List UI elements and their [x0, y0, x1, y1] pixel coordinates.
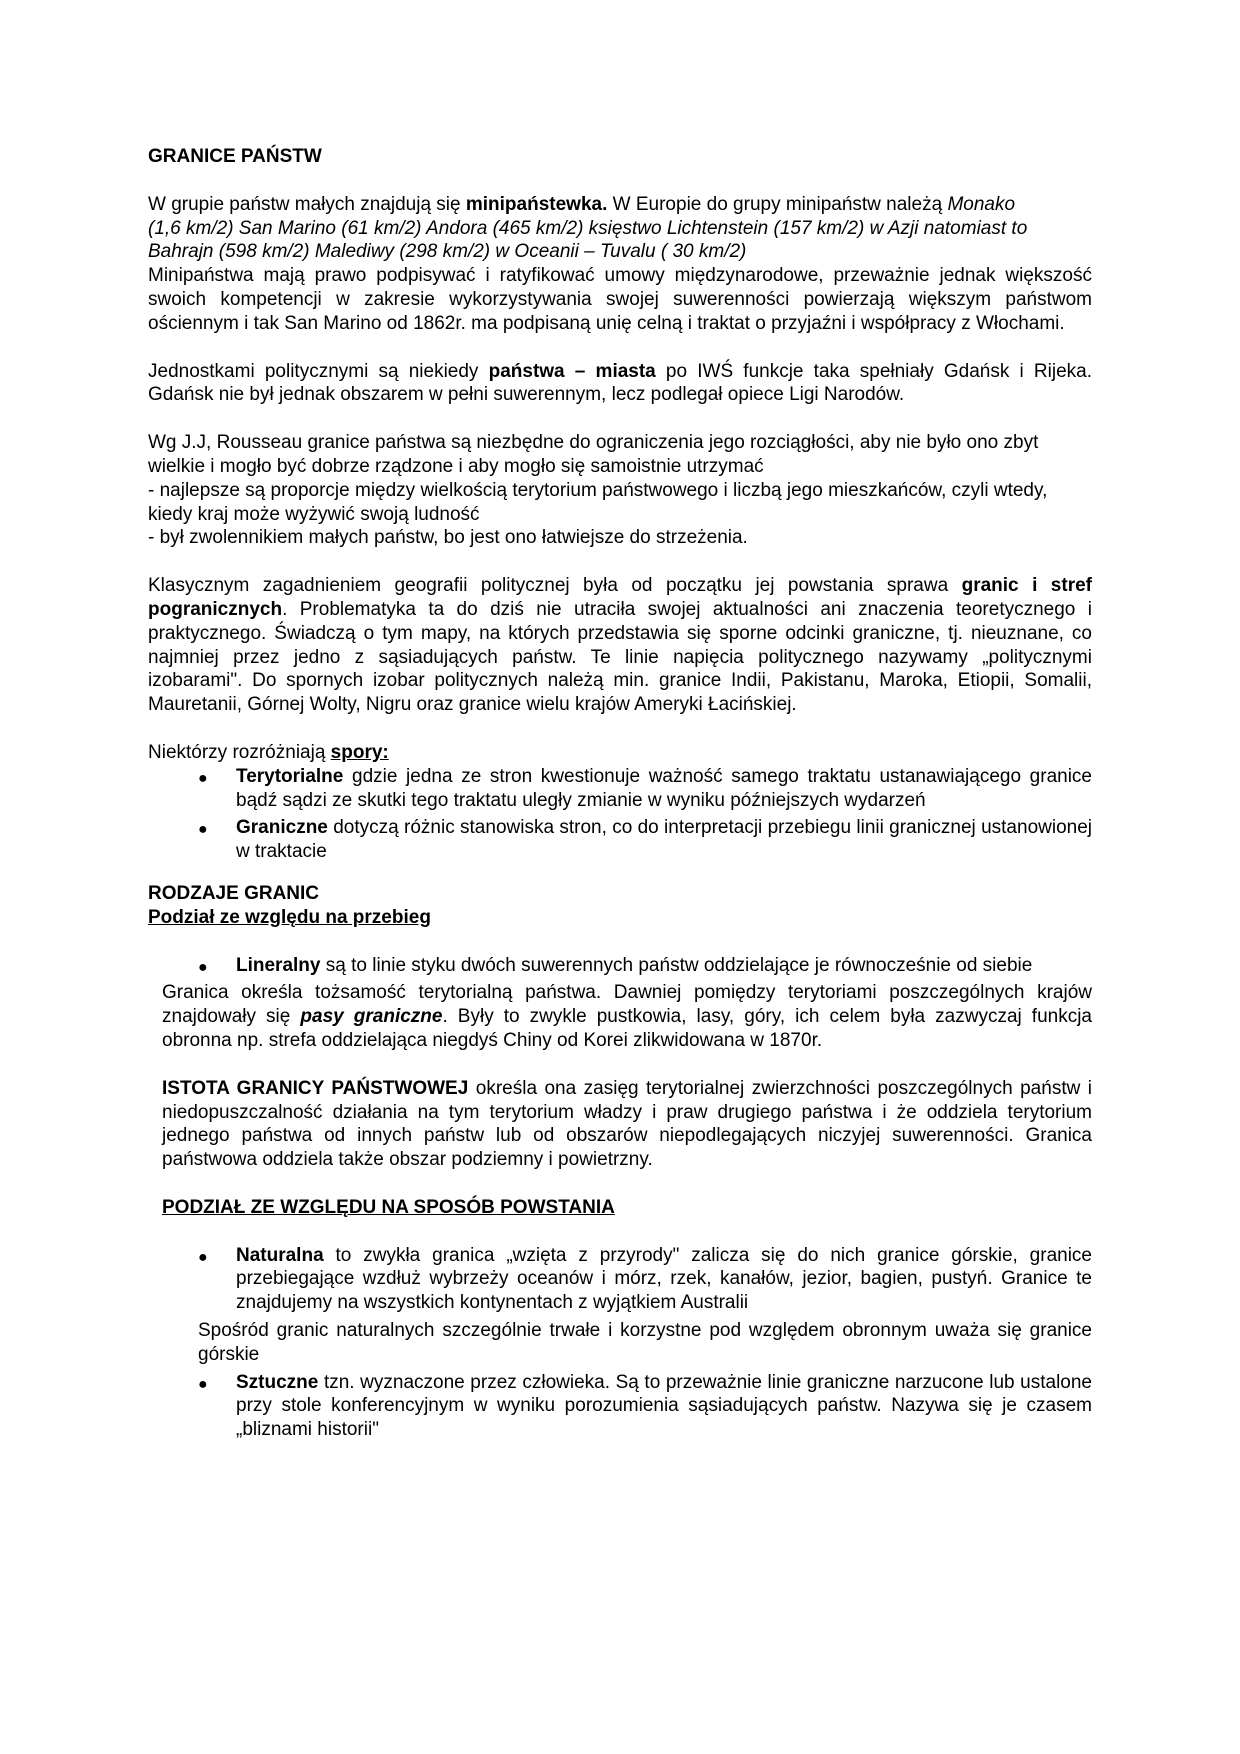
paragraph-rousseau-point-2: - był zwolennikiem małych państw, bo jest ono łatwiejsze do strzeżenia.: [148, 527, 748, 549]
paragraph-rousseau: Wg J.J, Rousseau granice państwa są niezbędne do ograniczenia jego rozciągłości, aby nie było ono zbyt wielkie i mogło być dobrze rządzone i aby mogło się samoistnie utrzymać: [148, 432, 1039, 477]
natural-list: [148, 1244, 1092, 1315]
paragraph-minipanstwa: [148, 193, 1092, 217]
text: tzn. wyznaczone przez człowieka. Są to przeważnie linie graniczne narzucone lub ustalone przy stole konferencyjnym w wyniku porozumienia sąsiadujących państw. Nazywa się je czasem „bliznami historii": [236, 1371, 1092, 1441]
bold-term: Graniczne: [236, 817, 328, 839]
section-heading-powstanie: PODZIAŁ ZE WZGLĘDU NA SPOSÓB POWSTANIA: [162, 1196, 615, 1218]
text: . Były to zwykle pustkowia, lasy, góry, ich celem była zazwyczaj funkcja obronna np. strefa oddzielająca niegdyś Chiny od Korei zlikwidowana w 1870r.: [162, 1006, 1093, 1051]
list-item: [198, 1371, 1092, 1442]
text: W grupie państw małych znajdują się: [148, 193, 466, 215]
bold-term: ISTOTA GRANICY PAŃSTWOWEJ: [162, 1077, 469, 1099]
text: Granica określa tożsamość terytorialną państwa. Dawniej pomiędzy terytoriami poszczególnych krajów znajdowały się: [162, 982, 1092, 1028]
bullet-icon: ●: [198, 958, 208, 976]
list-item: [198, 816, 1092, 864]
lineral-list: [148, 954, 1092, 978]
list-item: [198, 765, 1092, 813]
text: po IWŚ funkcje taka spełniały Gdańsk i Rijeka. Gdańsk nie był jednak obszarem w pełni suwerennym, lecz podlegał opiece Ligi Narodów.: [148, 360, 1092, 406]
text: Jednostkami politycznymi są niekiedy: [148, 360, 489, 382]
paragraph-granice-strefy: [148, 574, 1092, 717]
paragraph-minipanstwa-rights: Minipaństwa mają prawo podpisywać i ratyfikować umowy międzynarodowe, przeważnie jednak większość swoich kompetencji w zakresie wykorzystywania swojej suwerenności powierzają większym państwom ościennym i tak San Marino od 1862r. ma podpisaną unię celną i traktat o przyjaźni i współpracy z Włochami.: [148, 265, 1092, 334]
bullet-icon: ●: [198, 769, 208, 787]
text: Klasycznym zagadnieniem geografii politycznej była od początku jej powstania sprawa: [148, 575, 962, 597]
bold-term: Terytorialne: [236, 765, 344, 787]
artificial-list: [148, 1371, 1092, 1442]
document-title: GRANICE PAŃSTW: [148, 146, 322, 167]
text: . Problematyka ta do dziś nie utraciła swojej aktualności ani znaczenia teoretycznego i praktycznego. Świadczą o tym mapy, na których przedstawia się sporne odcinki graniczne, tj. nieuznane, co najmniej przez jedno z sąsiadujących państw. Te linie napięcia politycznego nazywamy „politycznymi izobarami". Do spornych izobar politycznych należą min. granice Indii, Pakistanu, Maroka, Etiopii, Somalii, Mauretanii, Górnej Wolty, Nigru oraz granice wielu krajów Ameryki Łacińskiej.: [148, 598, 1092, 716]
text: Niektórzy rozróżniają: [148, 741, 331, 763]
bullet-icon: ●: [198, 1248, 208, 1266]
disputes-list: [148, 765, 1092, 864]
bold-term: Naturalna: [236, 1244, 324, 1266]
bullet-icon: ●: [198, 1375, 208, 1393]
subsection-heading-przebieg: Podział ze względu na przebieg: [148, 906, 431, 928]
bold-term: granic i stref pogranicznych: [148, 575, 1092, 620]
paragraph-rousseau-point-1: - najlepsze są proporcje między wielkością terytorium państwowego i liczbą jego mieszkańców, czyli wtedy, kiedy kraj może wyżywić swoją ludność: [148, 479, 1048, 525]
paragraph-spory: [148, 741, 1092, 765]
bold-term: minipaństewka.: [465, 193, 608, 215]
list-item: [198, 1244, 1092, 1315]
paragraph-minipanstwa-list: (1,6 km/2) San Marino (61 km/2) Andora (465 km/2) księstwo Lichtenstein (157 km/2) w Azji natomiast to Bahrajn (598 km/2) Malediwy (298 km/2) w Oceanii – Tuvalu ( 30 km/2): [148, 217, 1028, 263]
paragraph-gorskie: Spośród granic naturalnych szczególnie trwałe i korzystne pod względem obronnym uważa się granice górskie: [198, 1320, 1092, 1365]
section-heading-rodzaje: RODZAJE GRANIC: [148, 882, 320, 904]
bold-term: Lineralny: [236, 954, 321, 976]
bold-term: Sztuczne: [236, 1371, 319, 1393]
bold-underlined-term: spory:: [330, 741, 389, 763]
text: W Europie do grupy minipaństw należą: [607, 193, 948, 215]
list-item: [198, 954, 1092, 978]
bullet-icon: ●: [198, 821, 208, 839]
paragraph-istota: [148, 1077, 1092, 1172]
bold-italic-term: pasy graniczne: [300, 1006, 443, 1028]
italic-text: Monako: [947, 193, 1016, 215]
text: dotyczą różnic stanowiska stron, co do interpretacji przebiegu linii granicznej ustanowionej w traktacie: [236, 817, 1092, 863]
text: są to linie styku dwóch suwerennych państw oddzielające je równocześnie od siebie: [320, 954, 1033, 976]
text: gdzie jedna ze stron kwestionuje ważność samego traktatu ustanawiającego granice bądź sądzi ze skutki tego traktatu uległy zmianie w wyniku późniejszych wydarzeń: [236, 765, 1092, 811]
text: określa ona zasięg terytorialnej zwierzchności poszczególnych państw i niedopuszczalność działania na tym terytorium władzy i praw drugiego państwa i że oddziela terytorium jednego państwa od innych państw lub od obszarów niepodlegających niczyjej suwerenności. Granica państwowa oddziela także obszar podziemny i powietrzny.: [162, 1077, 1093, 1171]
paragraph-panstwa-miasta: [148, 360, 1092, 408]
paragraph-tozsamosc: [148, 981, 1092, 1052]
text: to zwykła granica „wzięta z przyrody" zalicza się do nich granice górskie, granice przebiegające wzdłuż wybrzeży oceanów i mórz, rzek, kanałów, jezior, bagien, pustyń. Granice te znajdujemy na wszystkich kontynentach z wyjątkiem Australii: [236, 1244, 1092, 1314]
bold-term: państwa – miasta: [488, 360, 656, 382]
